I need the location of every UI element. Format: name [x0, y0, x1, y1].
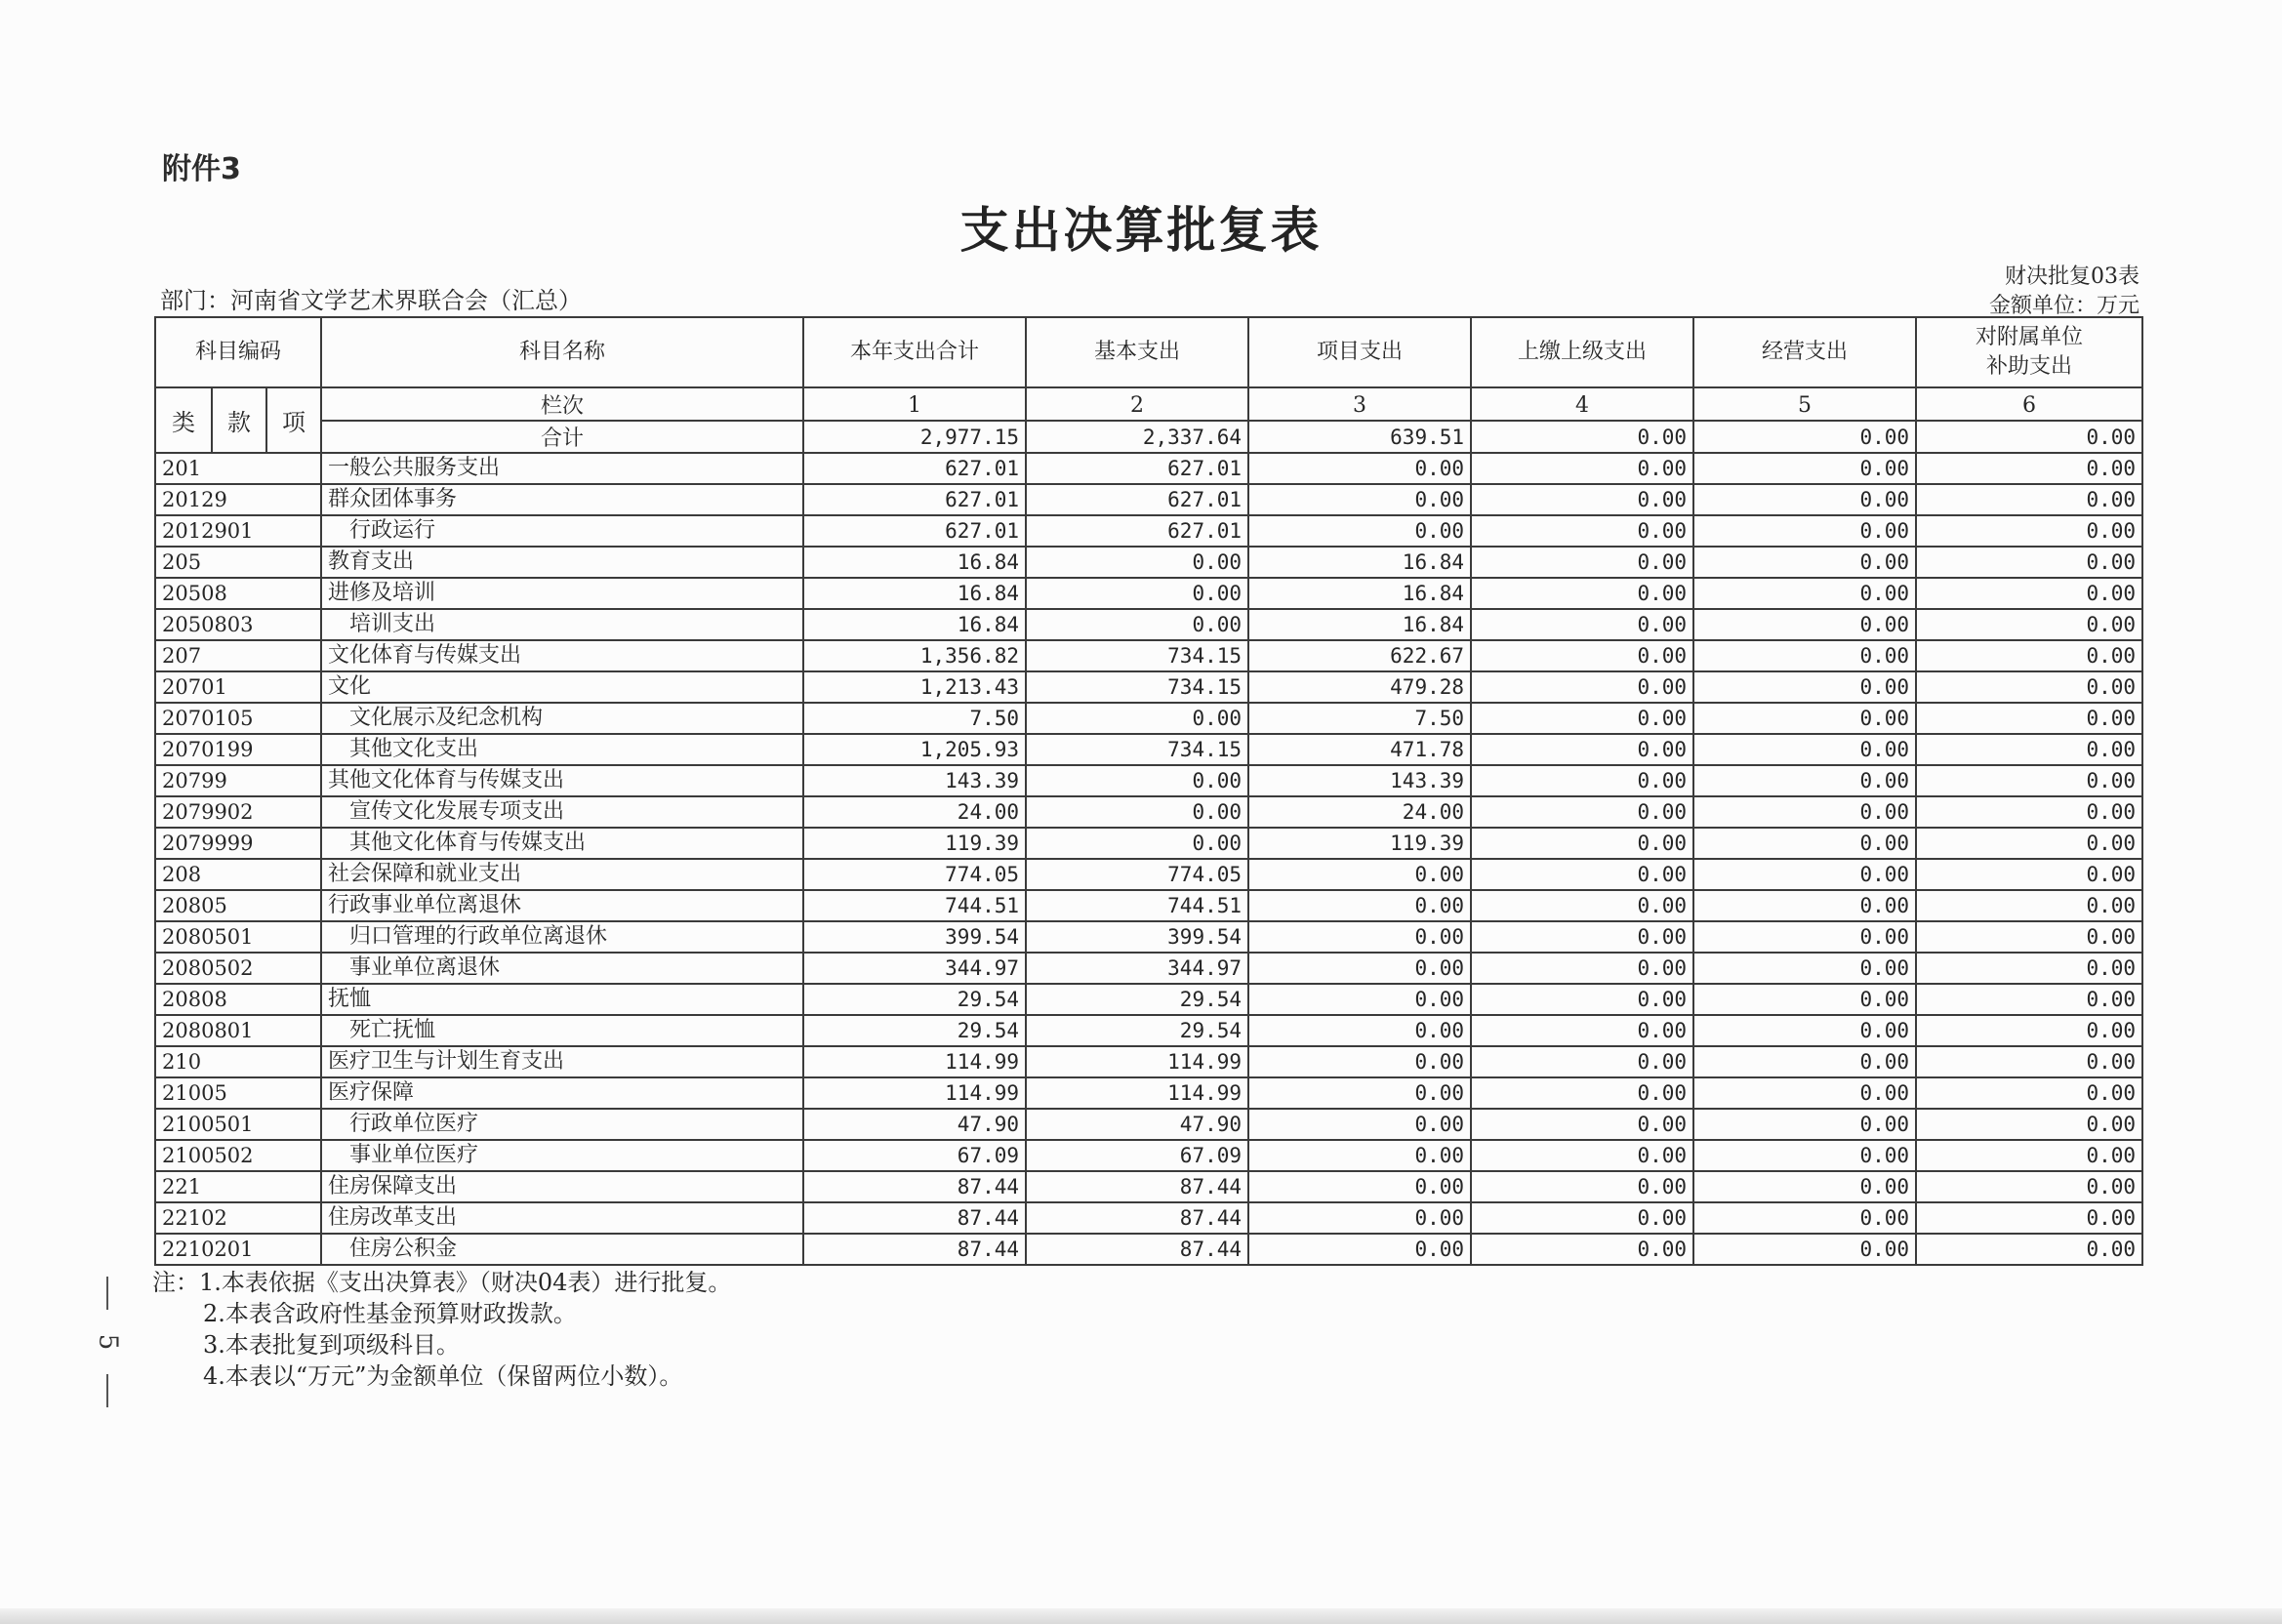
subject-name-cell: 归口管理的行政单位离退休 [321, 921, 803, 953]
table-row [155, 890, 2142, 921]
amount-cell: 0.00 [1916, 1202, 2142, 1234]
subject-name-cell: 文化展示及纪念机构 [321, 703, 803, 734]
amount-cell: 114.99 [803, 1077, 1026, 1109]
amount-cell: 0.00 [1693, 1171, 1916, 1202]
amount-cell: 7.50 [803, 703, 1026, 734]
subject-name-cell: 文化 [321, 671, 803, 703]
amount-cell: 734.15 [1026, 671, 1248, 703]
amount-cell: 0.00 [1916, 578, 2142, 609]
amount-cell: 0.00 [1471, 1171, 1693, 1202]
table-row [155, 1140, 2142, 1171]
subject-code-cell: 2079902 [155, 796, 321, 828]
amount-cell: 67.09 [1026, 1140, 1248, 1171]
amount-cell: 0.00 [1693, 984, 1916, 1015]
amount-cell: 143.39 [803, 765, 1026, 796]
notes [152, 1267, 731, 1392]
amount-cell: 0.00 [1026, 765, 1248, 796]
amount-cell: 0.00 [1471, 1109, 1693, 1140]
amount-cell: 0.00 [1693, 953, 1916, 984]
subject-code-cell: 207 [155, 640, 321, 671]
amount-cell: 0.00 [1248, 1202, 1471, 1234]
subject-code-cell: 20508 [155, 578, 321, 609]
amount-cell: 47.90 [1026, 1109, 1248, 1140]
amount-cell: 16.84 [803, 578, 1026, 609]
header-col-subsidiary-line2: 补助支出 [1986, 354, 2073, 379]
form-code-label: 财决批复03表 [2005, 264, 2139, 289]
amount-cell: 0.00 [1916, 1077, 2142, 1109]
amount-cell: 0.00 [1916, 828, 2142, 859]
page-mark-dash [106, 1277, 108, 1310]
header-col-upper: 上缴上级支出 [1471, 317, 1693, 387]
subject-code-cell: 2210201 [155, 1234, 321, 1265]
table-row [155, 953, 2142, 984]
table-row [155, 1171, 2142, 1202]
amount-cell: 7.50 [1248, 703, 1471, 734]
page-mark-dash [106, 1374, 108, 1407]
header-col-num: 5 [1693, 387, 1916, 421]
header-subject-code: 科目编码 [155, 317, 321, 387]
amount-cell: 16.84 [1248, 578, 1471, 609]
table-row [155, 984, 2142, 1015]
amount-cell: 0.00 [1248, 859, 1471, 890]
amount-cell: 24.00 [803, 796, 1026, 828]
header-col-num: 3 [1248, 387, 1471, 421]
table-row [155, 765, 2142, 796]
subject-name-cell: 行政运行 [321, 515, 803, 547]
amount-cell: 87.44 [803, 1171, 1026, 1202]
subject-name-cell: 事业单位离退休 [321, 953, 803, 984]
table-row [155, 453, 2142, 484]
subject-name-cell: 其他文化支出 [321, 734, 803, 765]
amount-cell: 0.00 [1471, 734, 1693, 765]
subject-name-cell: 抚恤 [321, 984, 803, 1015]
amount-cell: 0.00 [1248, 1234, 1471, 1265]
amount-cell: 0.00 [1693, 609, 1916, 640]
amount-cell: 0.00 [1248, 1077, 1471, 1109]
table-row [155, 1015, 2142, 1046]
subject-code-cell: 20129 [155, 484, 321, 515]
amount-cell: 0.00 [1248, 1140, 1471, 1171]
amount-cell: 0.00 [1471, 547, 1693, 578]
amount-cell: 0.00 [1471, 921, 1693, 953]
amount-cell: 0.00 [1248, 515, 1471, 547]
amount-cell: 0.00 [1693, 515, 1916, 547]
amount-cell: 0.00 [1471, 640, 1693, 671]
amount-cell: 0.00 [1693, 547, 1916, 578]
amount-cell: 29.54 [1026, 984, 1248, 1015]
amount-cell: 87.44 [803, 1202, 1026, 1234]
table-row [155, 1109, 2142, 1140]
subject-name-cell: 医疗卫生与计划生育支出 [321, 1046, 803, 1077]
amount-cell: 0.00 [1693, 1140, 1916, 1171]
amount-cell: 0.00 [1693, 1202, 1916, 1234]
unit-label: 金额单位：万元 [1988, 294, 2139, 318]
amount-cell: 0.00 [1916, 921, 2142, 953]
amount-cell: 0.00 [1471, 484, 1693, 515]
amount-cell: 114.99 [1026, 1077, 1248, 1109]
subject-code-cell: 20808 [155, 984, 321, 1015]
amount-cell: 114.99 [803, 1046, 1026, 1077]
amount-cell: 0.00 [1693, 453, 1916, 484]
amount-cell: 0.00 [1916, 484, 2142, 515]
amount-cell: 87.44 [1026, 1234, 1248, 1265]
amount-cell: 16.84 [1248, 547, 1471, 578]
amount-cell: 87.44 [803, 1234, 1026, 1265]
subject-code-cell: 2070199 [155, 734, 321, 765]
amount-cell: 0.00 [1248, 484, 1471, 515]
amount-cell: 0.00 [1026, 578, 1248, 609]
subject-name-cell: 群众团体事务 [321, 484, 803, 515]
amount-cell: 399.54 [803, 921, 1026, 953]
table-row [155, 921, 2142, 953]
amount-cell: 16.84 [803, 609, 1026, 640]
amount-cell: 0.00 [1248, 1046, 1471, 1077]
subject-name-cell: 社会保障和就业支出 [321, 859, 803, 890]
subject-name-cell: 行政单位医疗 [321, 1109, 803, 1140]
amount-cell: 0.00 [1471, 828, 1693, 859]
amount-cell: 0.00 [1248, 1109, 1471, 1140]
amount-cell: 627.01 [803, 453, 1026, 484]
table-row [155, 828, 2142, 859]
amount-cell: 0.00 [1916, 640, 2142, 671]
amount-cell: 0.00 [1471, 859, 1693, 890]
header-subject-name: 科目名称 [321, 317, 803, 387]
amount-cell: 0.00 [1916, 703, 2142, 734]
subject-name-cell: 其他文化体育与传媒支出 [321, 765, 803, 796]
amount-cell: 16.84 [803, 547, 1026, 578]
subject-name-cell: 文化体育与传媒支出 [321, 640, 803, 671]
amount-cell: 0.00 [1471, 453, 1693, 484]
amount-cell: 0.00 [1916, 547, 2142, 578]
subject-code-cell: 221 [155, 1171, 321, 1202]
amount-cell: 0.00 [1471, 1015, 1693, 1046]
subject-code-cell: 205 [155, 547, 321, 578]
amount-cell: 0.00 [1916, 890, 2142, 921]
amount-cell: 0.00 [1026, 609, 1248, 640]
amount-cell: 0.00 [1248, 453, 1471, 484]
amount-cell: 0.00 [1693, 703, 1916, 734]
amount-cell: 0.00 [1471, 890, 1693, 921]
amount-cell: 87.44 [1026, 1202, 1248, 1234]
header-col-num: 6 [1916, 387, 2142, 421]
subject-name-cell: 事业单位医疗 [321, 1140, 803, 1171]
amount-cell: 0.00 [1916, 453, 2142, 484]
amount-cell: 471.78 [1248, 734, 1471, 765]
table-row [155, 1046, 2142, 1077]
header-xiang: 项 [266, 387, 321, 453]
amount-cell: 0.00 [1693, 671, 1916, 703]
amount-cell: 0.00 [1916, 671, 2142, 703]
header-col-num: 1 [803, 387, 1026, 421]
table-row [155, 609, 2142, 640]
amount-cell: 0.00 [1026, 547, 1248, 578]
subject-code-cell: 2079999 [155, 828, 321, 859]
table-row [155, 578, 2142, 609]
amount-cell: 0.00 [1471, 609, 1693, 640]
subject-name-cell: 医疗保障 [321, 1077, 803, 1109]
subject-name-cell: 一般公共服务支出 [321, 453, 803, 484]
amount-cell: 774.05 [1026, 859, 1248, 890]
amount-cell: 627.01 [1026, 453, 1248, 484]
amount-cell: 0.00 [1916, 765, 2142, 796]
subject-code-cell: 210 [155, 1046, 321, 1077]
subject-code-cell: 2012901 [155, 515, 321, 547]
amount-cell: 0.00 [1693, 859, 1916, 890]
amount-cell: 0.00 [1693, 484, 1916, 515]
amount-cell: 24.00 [1248, 796, 1471, 828]
amount-cell: 0.00 [1916, 515, 2142, 547]
total-value: 2,977.15 [803, 421, 1026, 453]
table-row [155, 703, 2142, 734]
scan-edge-shadow [0, 1608, 2282, 1624]
amount-cell: 1,356.82 [803, 640, 1026, 671]
total-value: 2,337.64 [1026, 421, 1248, 453]
table-row [155, 1234, 2142, 1265]
amount-cell: 119.39 [803, 828, 1026, 859]
amount-cell: 0.00 [1471, 671, 1693, 703]
amount-cell: 0.00 [1471, 984, 1693, 1015]
header-col-business: 经营支出 [1693, 317, 1916, 387]
subject-code-cell: 20799 [155, 765, 321, 796]
total-value: 0.00 [1693, 421, 1916, 453]
header-col-project: 项目支出 [1248, 317, 1471, 387]
subject-code-cell: 2100501 [155, 1109, 321, 1140]
amount-cell: 0.00 [1693, 1109, 1916, 1140]
total-label: 合计 [321, 421, 803, 453]
subject-code-cell: 2100502 [155, 1140, 321, 1171]
amount-cell: 0.00 [1916, 796, 2142, 828]
page-number-mark [92, 1277, 122, 1407]
table-row [155, 734, 2142, 765]
table-row [155, 1077, 2142, 1109]
subject-code-cell: 208 [155, 859, 321, 890]
table-row [155, 1202, 2142, 1234]
header-kuan: 款 [212, 387, 266, 453]
subject-code-cell: 2050803 [155, 609, 321, 640]
amount-cell: 0.00 [1916, 1046, 2142, 1077]
amount-cell: 67.09 [803, 1140, 1026, 1171]
header-col-total: 本年支出合计 [803, 317, 1026, 387]
amount-cell: 0.00 [1026, 703, 1248, 734]
amount-cell: 0.00 [1916, 1171, 2142, 1202]
amount-cell: 0.00 [1693, 1234, 1916, 1265]
amount-cell: 734.15 [1026, 640, 1248, 671]
amount-cell: 744.51 [1026, 890, 1248, 921]
amount-cell: 0.00 [1693, 796, 1916, 828]
amount-cell: 119.39 [1248, 828, 1471, 859]
note-line: 3.本表批复到项级科目。 [203, 1331, 460, 1359]
total-value: 0.00 [1916, 421, 2142, 453]
amount-cell: 0.00 [1916, 1140, 2142, 1171]
amount-cell: 29.54 [1026, 1015, 1248, 1046]
amount-cell: 0.00 [1471, 1046, 1693, 1077]
subject-code-cell: 20701 [155, 671, 321, 703]
amount-cell: 0.00 [1026, 828, 1248, 859]
subject-name-cell: 死亡抚恤 [321, 1015, 803, 1046]
subject-name-cell: 其他文化体育与传媒支出 [321, 828, 803, 859]
amount-cell: 0.00 [1471, 1140, 1693, 1171]
header-col-num: 4 [1471, 387, 1693, 421]
amount-cell: 627.01 [803, 484, 1026, 515]
table-row [155, 640, 2142, 671]
amount-cell: 0.00 [1471, 578, 1693, 609]
subject-code-cell: 201 [155, 453, 321, 484]
amount-cell: 0.00 [1471, 796, 1693, 828]
amount-cell: 0.00 [1693, 765, 1916, 796]
amount-cell: 479.28 [1248, 671, 1471, 703]
amount-cell: 0.00 [1916, 1234, 2142, 1265]
amount-cell: 0.00 [1248, 1015, 1471, 1046]
amount-cell: 627.01 [1026, 484, 1248, 515]
total-row [155, 421, 2142, 453]
amount-cell: 0.00 [1248, 890, 1471, 921]
header-lei: 类 [155, 387, 212, 453]
amount-cell: 29.54 [803, 1015, 1026, 1046]
subject-code-cell: 22102 [155, 1202, 321, 1234]
total-value: 639.51 [1248, 421, 1471, 453]
note-line: 2.本表含政府性基金预算财政拨款。 [203, 1300, 577, 1327]
subject-code-cell: 2080501 [155, 921, 321, 953]
amount-cell: 0.00 [1916, 734, 2142, 765]
amount-cell: 622.67 [1248, 640, 1471, 671]
amount-cell: 114.99 [1026, 1046, 1248, 1077]
amount-cell: 0.00 [1471, 703, 1693, 734]
subject-name-cell: 进修及培训 [321, 578, 803, 609]
amount-cell: 0.00 [1248, 984, 1471, 1015]
amount-cell: 0.00 [1916, 859, 2142, 890]
subject-name-cell: 宣传文化发展专项支出 [321, 796, 803, 828]
amount-cell: 0.00 [1248, 921, 1471, 953]
amount-cell: 627.01 [1026, 515, 1248, 547]
subject-code-cell: 2080801 [155, 1015, 321, 1046]
amount-cell: 734.15 [1026, 734, 1248, 765]
amount-cell: 0.00 [1916, 984, 2142, 1015]
amount-cell: 774.05 [803, 859, 1026, 890]
amount-cell: 0.00 [1693, 1015, 1916, 1046]
amount-cell: 0.00 [1693, 734, 1916, 765]
subject-code-cell: 2080502 [155, 953, 321, 984]
subject-code-cell: 2070105 [155, 703, 321, 734]
table-row [155, 796, 2142, 828]
amount-cell: 744.51 [803, 890, 1026, 921]
amount-cell: 1,213.43 [803, 671, 1026, 703]
amount-cell: 0.00 [1471, 765, 1693, 796]
amount-cell: 627.01 [803, 515, 1026, 547]
page-title: 支出决算批复表 [959, 202, 1323, 259]
amount-cell: 344.97 [803, 953, 1026, 984]
amount-cell: 1,205.93 [803, 734, 1026, 765]
total-value: 0.00 [1471, 421, 1693, 453]
amount-cell: 0.00 [1471, 953, 1693, 984]
amount-cell: 0.00 [1693, 890, 1916, 921]
subject-name-cell: 行政事业单位离退休 [321, 890, 803, 921]
amount-cell: 0.00 [1026, 796, 1248, 828]
amount-cell: 16.84 [1248, 609, 1471, 640]
amount-cell: 87.44 [1026, 1171, 1248, 1202]
subject-name-cell: 教育支出 [321, 547, 803, 578]
subject-code-cell: 20805 [155, 890, 321, 921]
header-col-basic: 基本支出 [1026, 317, 1248, 387]
amount-cell: 0.00 [1471, 1202, 1693, 1234]
amount-cell: 0.00 [1693, 1046, 1916, 1077]
subject-name-cell: 培训支出 [321, 609, 803, 640]
amount-cell: 0.00 [1693, 921, 1916, 953]
department-label: 部门：河南省文学艺术界联合会（汇总） [160, 287, 582, 314]
header-lanci: 栏次 [321, 387, 803, 421]
header-col-subsidiary-line1: 对附属单位 [1976, 325, 2084, 349]
amount-cell: 143.39 [1248, 765, 1471, 796]
subject-name-cell: 住房改革支出 [321, 1202, 803, 1234]
expenditure-table [154, 316, 2143, 1266]
amount-cell: 0.00 [1916, 609, 2142, 640]
amount-cell: 0.00 [1693, 640, 1916, 671]
amount-cell: 0.00 [1693, 578, 1916, 609]
attachment-label: 附件3 [162, 152, 241, 186]
amount-cell: 0.00 [1248, 953, 1471, 984]
amount-cell: 0.00 [1471, 515, 1693, 547]
amount-cell: 0.00 [1916, 953, 2142, 984]
header-col-num: 2 [1026, 387, 1248, 421]
amount-cell: 0.00 [1916, 1109, 2142, 1140]
amount-cell: 399.54 [1026, 921, 1248, 953]
note-line: 4.本表以“万元”为金额单位（保留两位小数）。 [203, 1362, 683, 1390]
subject-name-cell: 住房公积金 [321, 1234, 803, 1265]
amount-cell: 344.97 [1026, 953, 1248, 984]
table-row [155, 671, 2142, 703]
subject-name-cell: 住房保障支出 [321, 1171, 803, 1202]
table-row [155, 547, 2142, 578]
header-col-subsidiary [1916, 317, 2142, 387]
amount-cell: 47.90 [803, 1109, 1026, 1140]
amount-cell: 0.00 [1916, 1015, 2142, 1046]
amount-cell: 0.00 [1471, 1234, 1693, 1265]
page-number: 5 [92, 1333, 122, 1351]
amount-cell: 0.00 [1248, 1171, 1471, 1202]
table-row [155, 859, 2142, 890]
table-row [155, 484, 2142, 515]
subject-code-cell: 21005 [155, 1077, 321, 1109]
amount-cell: 29.54 [803, 984, 1026, 1015]
note-line: 注：1.本表依据《支出决算表》（财决04表）进行批复。 [152, 1269, 732, 1296]
amount-cell: 0.00 [1693, 828, 1916, 859]
table-row [155, 515, 2142, 547]
amount-cell: 0.00 [1693, 1077, 1916, 1109]
amount-cell: 0.00 [1471, 1077, 1693, 1109]
